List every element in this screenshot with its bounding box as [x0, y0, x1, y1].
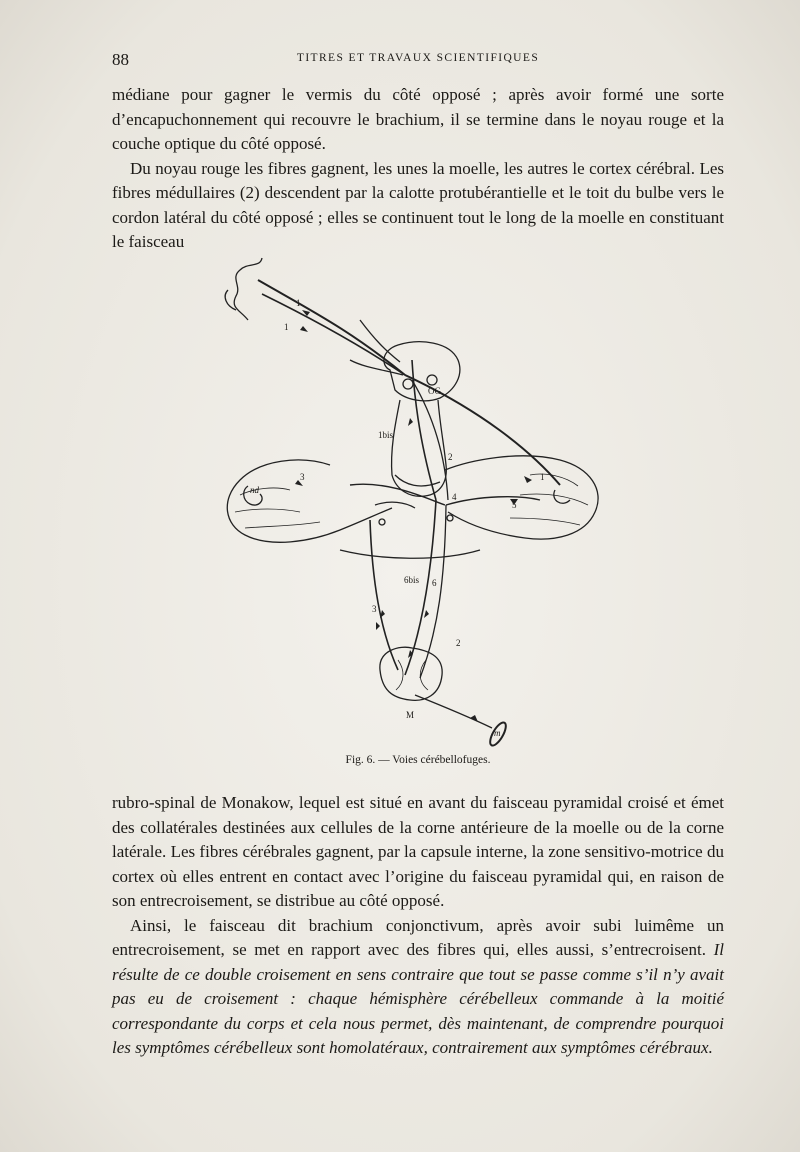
bottom-text-block	[112, 791, 724, 1061]
label-nd: nd	[250, 485, 259, 495]
label-m-muscle: m	[494, 728, 501, 738]
page-number: 88	[112, 50, 129, 69]
label-og: OG	[428, 386, 441, 396]
paragraph: Du noyau rouge les fibres gagnent, les unes la moelle, les autres le cortex cérébral. Les fibres médullaires (2) descendent par la calotte protubérantielle et le toit du bulbe vers le cordon latéral du côté opposé ; elles se continuent tout le long de la moelle en constituant le faisceau	[112, 158, 724, 251]
figure-cerebellofugal-pathways	[200, 250, 630, 770]
label-1-lower: 1	[284, 322, 289, 332]
running-title: TITRES ET TRAVAUX SCIENTIFIQUES	[296, 52, 540, 64]
running-head	[112, 50, 724, 70]
label-1-upper: 1	[296, 298, 301, 308]
label-m-cord: M	[406, 710, 415, 720]
anatomical-diagram	[200, 250, 630, 770]
paragraph-conclusion	[112, 914, 724, 1061]
label-1bis: 1bis	[378, 430, 394, 440]
label-3-lower: 3	[372, 604, 377, 614]
conclusion-italic: Il résulte de ce double croisement en sens contraire que tout se passe comme s’il n’y avait pas eu de croisement : chaque hémisphère cérébelleux commande à la moitié correspondante du corps et cela nous permet, dès maintenant, de comprendre pourquoi les symptômes cérébelleux sont homolatéraux, contrairement aux symptômes cérébraux.	[112, 940, 725, 1057]
label-6: 6	[432, 578, 437, 588]
figure-caption: Fig. 6. — Voies cérébellofuges.	[345, 754, 491, 766]
top-text-block	[112, 83, 724, 255]
label-4: 4	[452, 492, 457, 502]
label-6bis: 6bis	[404, 575, 420, 585]
paragraph-continued: médiane pour gagner le vermis du côté opposé ; après avoir formé une sorte d’encapuchonnement qui recouvre le brachium, il se termine dans le noyau rouge et la couche optique du côté opposé.	[112, 85, 724, 153]
label-2-lower: 2	[456, 638, 461, 648]
paragraph-continued: rubro-spinal de Monakow, lequel est situé en avant du faisceau pyramidal croisé et émet des collatérales destinées aux cellules de la corne antérieure de la moelle ou de la corne latérale. Les fibres cérébrales gagnent, par la capsule interne, la zone sensitivo-motrice du cortex où elles entrent en contact avec l’origine du faisceau pyramidal qui, en raison de son entrecroisement, se distribue au côté opposé.	[112, 793, 724, 910]
label-3-upper: 3	[300, 472, 305, 482]
label-2-upper: 2	[448, 452, 453, 462]
label-5: 5	[512, 500, 517, 510]
conclusion-roman: Ainsi, le faisceau dit brachium conjonctivum, après avoir subi luimême un entrecroisement, se met en rapport avec des fibres qui, elles aussi, s’entrecroisent.	[112, 915, 724, 959]
label-1-right: 1	[540, 472, 545, 482]
